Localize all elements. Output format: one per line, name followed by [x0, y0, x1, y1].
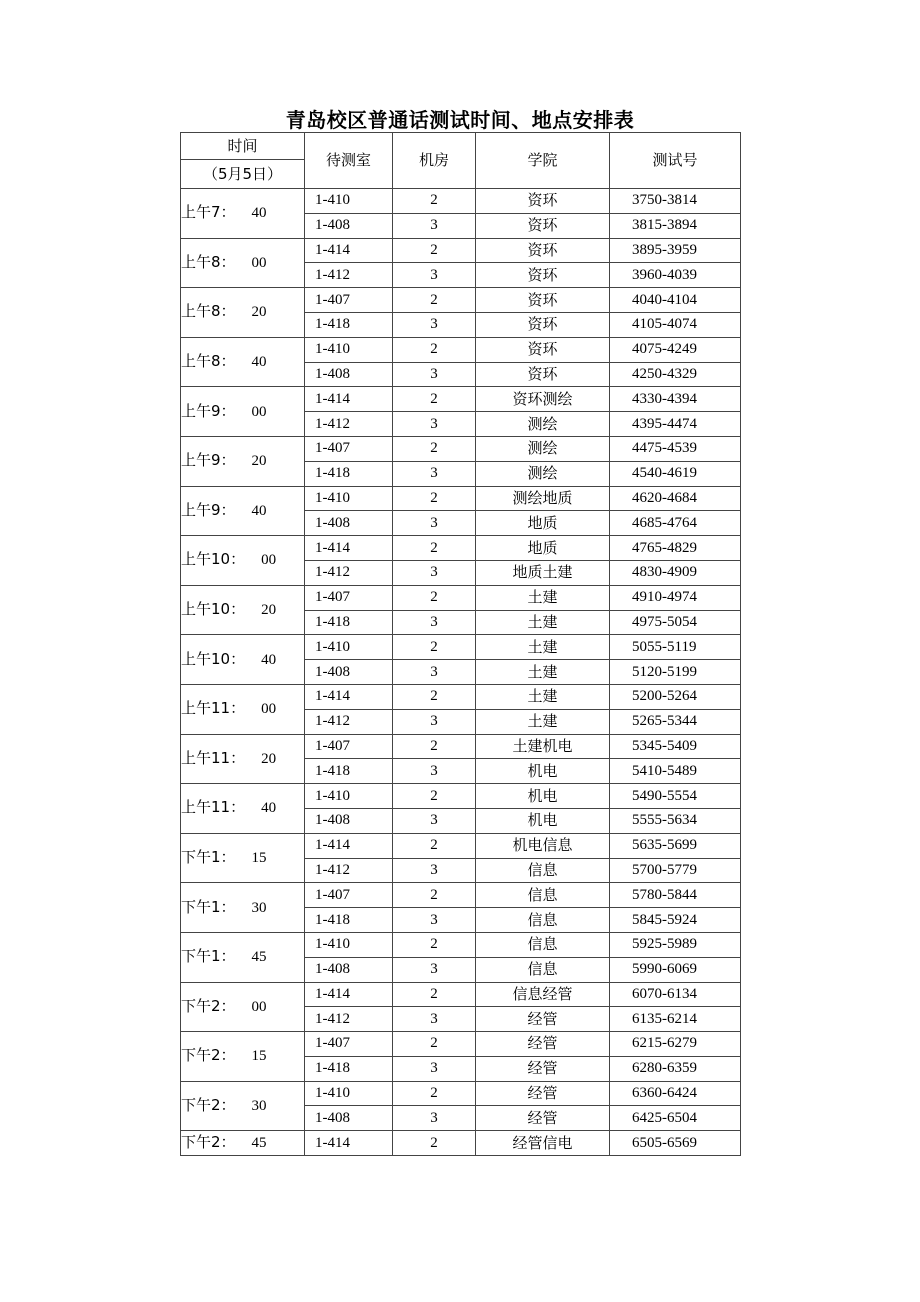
machine-room-cell: 2 — [393, 486, 476, 511]
college-cell: 土建 — [476, 709, 610, 734]
time-slot-hour: 下午2： — [181, 1133, 236, 1152]
machine-room-cell: 3 — [393, 808, 476, 833]
time-slot-cell — [181, 486, 305, 536]
machine-room-cell: 2 — [393, 1032, 476, 1057]
waiting-room-cell: 1-418 — [305, 1056, 393, 1081]
time-slot-minute: 20 — [251, 453, 267, 470]
table-row — [181, 932, 741, 957]
college-cell: 机电 — [476, 759, 610, 784]
test-number-cell: 4075-4249 — [610, 337, 741, 362]
waiting-room-cell: 1-408 — [305, 362, 393, 387]
college-cell: 经管 — [476, 1081, 610, 1106]
waiting-room-cell: 1-408 — [305, 1106, 393, 1131]
waiting-room-cell: 1-418 — [305, 461, 393, 486]
test-number-cell: 4105-4074 — [610, 312, 741, 337]
machine-room-cell: 2 — [393, 982, 476, 1007]
college-cell: 经管信电 — [476, 1131, 610, 1156]
college-cell: 土建 — [476, 585, 610, 610]
college-cell: 土建机电 — [476, 734, 610, 759]
time-slot-minute: 40 — [251, 205, 267, 222]
time-slot-cell — [181, 635, 305, 685]
waiting-room-cell: 1-410 — [305, 189, 393, 214]
waiting-room-cell: 1-418 — [305, 312, 393, 337]
time-slot-minute: 40 — [251, 354, 267, 371]
waiting-room-cell: 1-410 — [305, 784, 393, 809]
time-slot-cell — [181, 436, 305, 486]
machine-room-cell: 3 — [393, 263, 476, 288]
table-row — [181, 387, 741, 412]
time-slot-minute: 45 — [251, 1135, 267, 1152]
time-slot-cell — [181, 536, 305, 586]
college-cell: 经管 — [476, 1056, 610, 1081]
time-slot-hour: 上午7： — [181, 203, 236, 222]
machine-room-cell: 2 — [393, 1081, 476, 1106]
waiting-room-cell: 1-410 — [305, 486, 393, 511]
college-cell: 测绘 — [476, 412, 610, 437]
table-row — [181, 238, 741, 263]
time-slot-minute: 20 — [251, 304, 267, 321]
college-cell: 资环 — [476, 312, 610, 337]
test-number-cell: 4475-4539 — [610, 436, 741, 461]
time-slot-minute: 00 — [251, 998, 267, 1015]
waiting-room-cell: 1-410 — [305, 1081, 393, 1106]
time-slot-minute: 15 — [251, 1048, 267, 1065]
waiting-room-cell: 1-407 — [305, 288, 393, 313]
time-slot-hour: 下午2： — [181, 1095, 236, 1114]
college-cell: 资环 — [476, 189, 610, 214]
test-number-cell: 5490-5554 — [610, 784, 741, 809]
header-number: 测试号 — [610, 133, 741, 189]
test-number-cell: 6135-6214 — [610, 1007, 741, 1032]
test-number-cell: 3815-3894 — [610, 213, 741, 238]
test-number-cell: 4395-4474 — [610, 412, 741, 437]
machine-room-cell: 3 — [393, 560, 476, 585]
table-row — [181, 635, 741, 660]
machine-room-cell: 3 — [393, 1106, 476, 1131]
time-slot-cell — [181, 585, 305, 635]
machine-room-cell: 2 — [393, 585, 476, 610]
college-cell: 信息 — [476, 858, 610, 883]
time-slot-hour: 上午8： — [181, 252, 236, 271]
time-slot-cell — [181, 883, 305, 933]
time-slot-cell — [181, 189, 305, 239]
college-cell: 资环 — [476, 213, 610, 238]
test-number-cell: 5700-5779 — [610, 858, 741, 883]
time-slot-hour: 上午8： — [181, 352, 236, 371]
waiting-room-cell: 1-414 — [305, 684, 393, 709]
time-slot-minute: 20 — [261, 602, 277, 619]
machine-room-cell: 2 — [393, 337, 476, 362]
table-row — [181, 684, 741, 709]
time-slot-hour: 下午2： — [181, 996, 236, 1015]
waiting-room-cell: 1-407 — [305, 734, 393, 759]
test-number-cell: 6360-6424 — [610, 1081, 741, 1106]
test-number-cell: 5410-5489 — [610, 759, 741, 784]
time-slot-cell — [181, 982, 305, 1032]
waiting-room-cell: 1-407 — [305, 436, 393, 461]
table-row — [181, 536, 741, 561]
machine-room-cell: 3 — [393, 412, 476, 437]
college-cell: 土建 — [476, 660, 610, 685]
test-number-cell: 4330-4394 — [610, 387, 741, 412]
waiting-room-cell: 1-410 — [305, 635, 393, 660]
test-number-cell: 6070-6134 — [610, 982, 741, 1007]
college-cell: 土建 — [476, 635, 610, 660]
table-row — [181, 436, 741, 461]
college-cell: 土建 — [476, 684, 610, 709]
time-slot-cell — [181, 288, 305, 338]
machine-room-cell: 3 — [393, 610, 476, 635]
time-slot-hour: 上午9： — [181, 500, 236, 519]
test-number-cell: 3895-3959 — [610, 238, 741, 263]
time-slot-cell — [181, 684, 305, 734]
header-room: 待测室 — [305, 133, 393, 189]
waiting-room-cell: 1-414 — [305, 238, 393, 263]
time-slot-hour: 下午1： — [181, 897, 236, 916]
time-slot-cell — [181, 833, 305, 883]
waiting-room-cell: 1-408 — [305, 957, 393, 982]
machine-room-cell: 2 — [393, 536, 476, 561]
college-cell: 地质土建 — [476, 560, 610, 585]
waiting-room-cell: 1-408 — [305, 511, 393, 536]
document-title: 青岛校区普通话测试时间、地点安排表 — [285, 108, 635, 132]
machine-room-cell: 3 — [393, 1056, 476, 1081]
test-number-cell: 6425-6504 — [610, 1106, 741, 1131]
table-row — [181, 189, 741, 214]
machine-room-cell: 2 — [393, 288, 476, 313]
test-number-cell: 4685-4764 — [610, 511, 741, 536]
time-slot-cell — [181, 734, 305, 784]
test-number-cell: 4540-4619 — [610, 461, 741, 486]
time-slot-hour: 上午10： — [181, 550, 246, 569]
test-number-cell: 3750-3814 — [610, 189, 741, 214]
college-cell: 资环 — [476, 362, 610, 387]
table-row — [181, 784, 741, 809]
machine-room-cell: 3 — [393, 362, 476, 387]
time-slot-minute: 40 — [261, 651, 277, 668]
waiting-room-cell: 1-414 — [305, 387, 393, 412]
test-number-cell: 5120-5199 — [610, 660, 741, 685]
machine-room-cell: 3 — [393, 709, 476, 734]
time-slot-cell — [181, 238, 305, 288]
test-number-cell: 5845-5924 — [610, 908, 741, 933]
time-slot-hour: 上午9： — [181, 401, 236, 420]
college-cell: 资环 — [476, 337, 610, 362]
machine-room-cell: 2 — [393, 833, 476, 858]
machine-room-cell: 2 — [393, 1131, 476, 1156]
college-cell: 测绘 — [476, 461, 610, 486]
college-cell: 测绘地质 — [476, 486, 610, 511]
college-cell: 机电信息 — [476, 833, 610, 858]
time-slot-cell — [181, 1081, 305, 1131]
test-number-cell: 4620-4684 — [610, 486, 741, 511]
machine-room-cell: 2 — [393, 734, 476, 759]
test-number-cell: 5055-5119 — [610, 635, 741, 660]
header-time: 时间 — [181, 133, 305, 160]
table-row — [181, 288, 741, 313]
waiting-room-cell: 1-414 — [305, 536, 393, 561]
machine-room-cell: 2 — [393, 883, 476, 908]
waiting-room-cell: 1-418 — [305, 759, 393, 784]
machine-room-cell: 3 — [393, 1007, 476, 1032]
table-row — [181, 337, 741, 362]
waiting-room-cell: 1-408 — [305, 660, 393, 685]
machine-room-cell: 2 — [393, 784, 476, 809]
test-number-cell: 4910-4974 — [610, 585, 741, 610]
header-college: 学院 — [476, 133, 610, 189]
time-slot-minute: 45 — [251, 949, 267, 966]
machine-room-cell: 3 — [393, 312, 476, 337]
time-slot-cell — [181, 784, 305, 834]
college-cell: 机电 — [476, 808, 610, 833]
college-cell: 机电 — [476, 784, 610, 809]
test-number-cell: 5780-5844 — [610, 883, 741, 908]
waiting-room-cell: 1-410 — [305, 932, 393, 957]
header-row — [181, 133, 741, 160]
time-slot-hour: 下午1： — [181, 947, 236, 966]
test-number-cell: 4765-4829 — [610, 536, 741, 561]
time-slot-minute: 30 — [251, 899, 267, 916]
machine-room-cell: 3 — [393, 759, 476, 784]
waiting-room-cell: 1-412 — [305, 560, 393, 585]
time-slot-hour: 下午2： — [181, 1046, 236, 1065]
waiting-room-cell: 1-412 — [305, 858, 393, 883]
waiting-room-cell: 1-414 — [305, 1131, 393, 1156]
waiting-room-cell: 1-408 — [305, 213, 393, 238]
test-number-cell: 6505-6569 — [610, 1131, 741, 1156]
college-cell: 经管 — [476, 1007, 610, 1032]
machine-room-cell: 3 — [393, 908, 476, 933]
time-slot-minute: 40 — [251, 502, 267, 519]
waiting-room-cell: 1-412 — [305, 412, 393, 437]
test-number-cell: 4040-4104 — [610, 288, 741, 313]
table-row — [181, 1032, 741, 1057]
machine-room-cell: 3 — [393, 957, 476, 982]
machine-room-cell: 3 — [393, 213, 476, 238]
test-number-cell: 6280-6359 — [610, 1056, 741, 1081]
time-slot-hour: 上午10： — [181, 649, 246, 668]
time-slot-cell — [181, 932, 305, 982]
waiting-room-cell: 1-414 — [305, 833, 393, 858]
machine-room-cell: 2 — [393, 387, 476, 412]
machine-room-cell: 2 — [393, 189, 476, 214]
waiting-room-cell: 1-407 — [305, 585, 393, 610]
time-slot-hour: 上午11： — [181, 748, 246, 767]
college-cell: 土建 — [476, 610, 610, 635]
college-cell: 信息 — [476, 932, 610, 957]
time-slot-minute: 00 — [251, 403, 267, 420]
test-number-cell: 5345-5409 — [610, 734, 741, 759]
waiting-room-cell: 1-407 — [305, 1032, 393, 1057]
college-cell: 信息 — [476, 957, 610, 982]
time-slot-hour: 上午8： — [181, 302, 236, 321]
time-slot-hour: 上午10： — [181, 600, 246, 619]
college-cell: 资环 — [476, 263, 610, 288]
table-row — [181, 486, 741, 511]
time-slot-cell — [181, 1131, 305, 1156]
table-row — [181, 585, 741, 610]
header-date: （5月5日） — [181, 160, 305, 189]
machine-room-cell: 3 — [393, 660, 476, 685]
waiting-room-cell: 1-410 — [305, 337, 393, 362]
college-cell: 信息 — [476, 883, 610, 908]
machine-room-cell: 3 — [393, 858, 476, 883]
time-slot-minute: 00 — [261, 701, 277, 718]
time-slot-hour: 上午9： — [181, 451, 236, 470]
time-slot-hour: 下午1： — [181, 848, 236, 867]
machine-room-cell: 3 — [393, 461, 476, 486]
test-number-cell: 4250-4329 — [610, 362, 741, 387]
machine-room-cell: 2 — [393, 932, 476, 957]
college-cell: 资环 — [476, 238, 610, 263]
table-row — [181, 1131, 741, 1156]
test-number-cell: 6215-6279 — [610, 1032, 741, 1057]
test-number-cell: 5925-5989 — [610, 932, 741, 957]
table-row — [181, 833, 741, 858]
waiting-room-cell: 1-418 — [305, 610, 393, 635]
test-number-cell: 5635-5699 — [610, 833, 741, 858]
waiting-room-cell: 1-412 — [305, 263, 393, 288]
time-slot-cell — [181, 337, 305, 387]
schedule-table — [180, 132, 741, 1156]
machine-room-cell: 2 — [393, 436, 476, 461]
test-number-cell: 4830-4909 — [610, 560, 741, 585]
college-cell: 经管 — [476, 1106, 610, 1131]
time-slot-minute: 00 — [261, 552, 277, 569]
header-machine: 机房 — [393, 133, 476, 189]
college-cell: 信息经管 — [476, 982, 610, 1007]
waiting-room-cell: 1-412 — [305, 709, 393, 734]
test-number-cell: 4975-5054 — [610, 610, 741, 635]
test-number-cell: 5990-6069 — [610, 957, 741, 982]
college-cell: 信息 — [476, 908, 610, 933]
time-slot-minute: 20 — [261, 750, 277, 767]
machine-room-cell: 2 — [393, 684, 476, 709]
time-slot-minute: 00 — [251, 254, 267, 271]
time-slot-minute: 15 — [251, 850, 267, 867]
waiting-room-cell: 1-407 — [305, 883, 393, 908]
waiting-room-cell: 1-418 — [305, 908, 393, 933]
test-number-cell: 3960-4039 — [610, 263, 741, 288]
test-number-cell: 5265-5344 — [610, 709, 741, 734]
time-slot-minute: 40 — [261, 800, 277, 817]
time-slot-cell — [181, 387, 305, 437]
college-cell: 测绘 — [476, 436, 610, 461]
time-slot-cell — [181, 1032, 305, 1082]
machine-room-cell: 2 — [393, 635, 476, 660]
college-cell: 资环测绘 — [476, 387, 610, 412]
college-cell: 地质 — [476, 536, 610, 561]
table-row — [181, 734, 741, 759]
table-row — [181, 883, 741, 908]
time-slot-minute: 30 — [251, 1097, 267, 1114]
machine-room-cell: 3 — [393, 511, 476, 536]
waiting-room-cell: 1-408 — [305, 808, 393, 833]
college-cell: 资环 — [476, 288, 610, 313]
time-slot-hour: 上午11： — [181, 798, 246, 817]
time-slot-hour: 上午11： — [181, 699, 246, 718]
waiting-room-cell: 1-412 — [305, 1007, 393, 1032]
table-row — [181, 1081, 741, 1106]
college-cell: 地质 — [476, 511, 610, 536]
waiting-room-cell: 1-414 — [305, 982, 393, 1007]
test-number-cell: 5200-5264 — [610, 684, 741, 709]
college-cell: 经管 — [476, 1032, 610, 1057]
machine-room-cell: 2 — [393, 238, 476, 263]
table-row — [181, 982, 741, 1007]
test-number-cell: 5555-5634 — [610, 808, 741, 833]
